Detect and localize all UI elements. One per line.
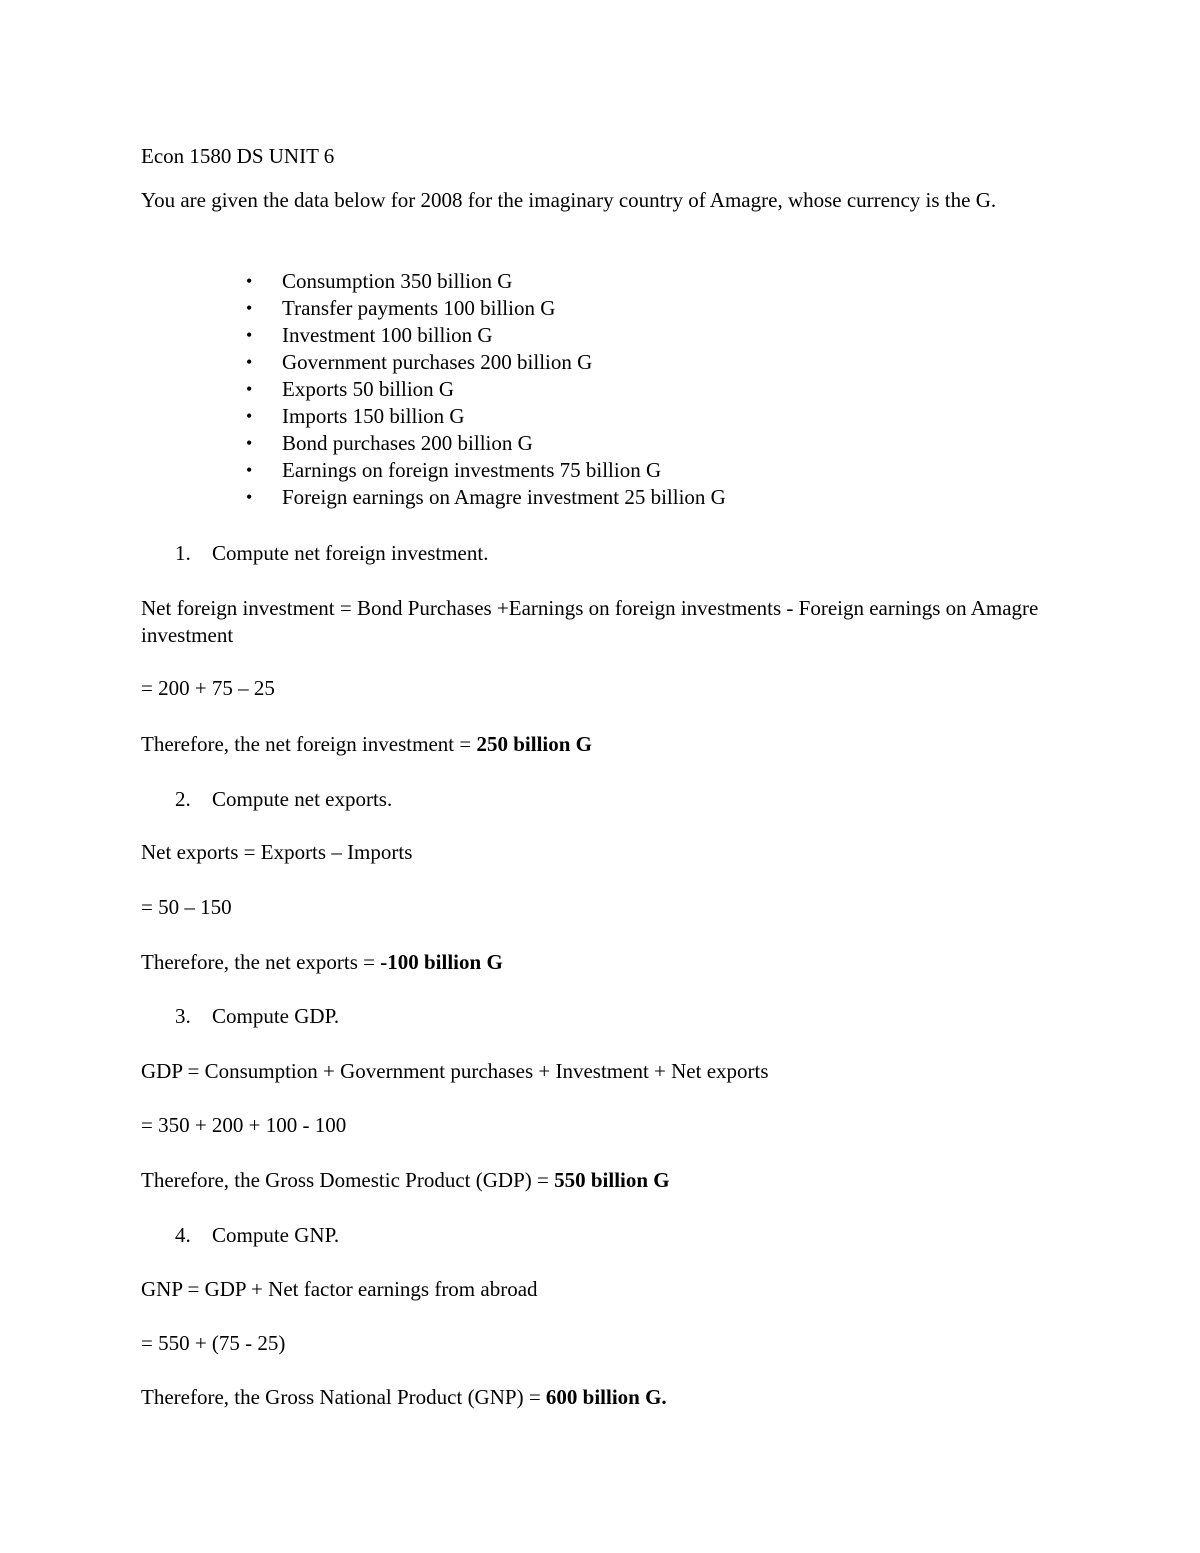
question-2-formula: Net exports = Exports – Imports xyxy=(141,840,413,864)
question-4-number: 4. xyxy=(175,1223,191,1247)
list-item: • Exports 50 billion G xyxy=(246,376,726,403)
list-item: • Government purchases 200 billion G xyxy=(246,349,726,376)
question-4-answer xyxy=(141,1384,667,1411)
list-item: • Transfer payments 100 billion G xyxy=(246,295,726,322)
question-4-text: Compute GNP. xyxy=(212,1223,340,1247)
intro-paragraph: You are given the data below for 2008 for the imaginary country of Amagre, whose currency is the G. xyxy=(141,188,997,212)
question-3-calc: = 350 + 200 + 100 - 100 xyxy=(141,1113,347,1137)
answer-value: 550 billion G xyxy=(554,1168,670,1192)
question-2-text: Compute net exports. xyxy=(212,787,393,811)
data-list xyxy=(246,268,726,511)
answer-value: 600 billion G. xyxy=(545,1385,667,1409)
question-1-calc: = 200 + 75 – 25 xyxy=(141,676,275,700)
question-3-text: Compute GDP. xyxy=(212,1004,340,1028)
list-item: • Earnings on foreign investments 75 billion G xyxy=(246,457,726,484)
list-item: • Investment 100 billion G xyxy=(246,322,726,349)
question-2-number: 2. xyxy=(175,787,191,811)
answer-prefix: Therefore, the net exports = xyxy=(141,950,381,974)
question-2-answer xyxy=(141,949,503,976)
list-item: • Foreign earnings on Amagre investment 25 billion G xyxy=(246,484,726,511)
list-item: • Bond purchases 200 billion G xyxy=(246,430,726,457)
answer-value: 250 billion G xyxy=(476,732,592,756)
answer-prefix: Therefore, the Gross National Product (GNP) = xyxy=(141,1385,546,1409)
question-1-formula: Net foreign investment = Bond Purchases +Earnings on foreign investments - Foreign earnings on Amagre investment xyxy=(141,596,1039,647)
question-1-answer xyxy=(141,731,592,758)
question-2-calc: = 50 – 150 xyxy=(141,895,232,919)
question-3-answer xyxy=(141,1167,670,1194)
question-4-calc: = 550 + (75 - 25) xyxy=(141,1331,286,1355)
answer-prefix: Therefore, the net foreign investment = xyxy=(141,732,477,756)
question-4-formula: GNP = GDP + Net factor earnings from abroad xyxy=(141,1277,538,1301)
question-3-number: 3. xyxy=(175,1004,191,1028)
question-1-number: 1. xyxy=(175,541,191,565)
question-1-text: Compute net foreign investment. xyxy=(212,541,489,565)
list-item: • Imports 150 billion G xyxy=(246,403,726,430)
list-item: • Consumption 350 billion G xyxy=(246,268,726,295)
answer-prefix: Therefore, the Gross Domestic Product (GDP) = xyxy=(141,1168,555,1192)
document-title: Econ 1580 DS UNIT 6 xyxy=(141,144,335,168)
question-3-formula: GDP = Consumption + Government purchases + Investment + Net exports xyxy=(141,1059,769,1083)
answer-value: -100 billion G xyxy=(380,950,503,974)
